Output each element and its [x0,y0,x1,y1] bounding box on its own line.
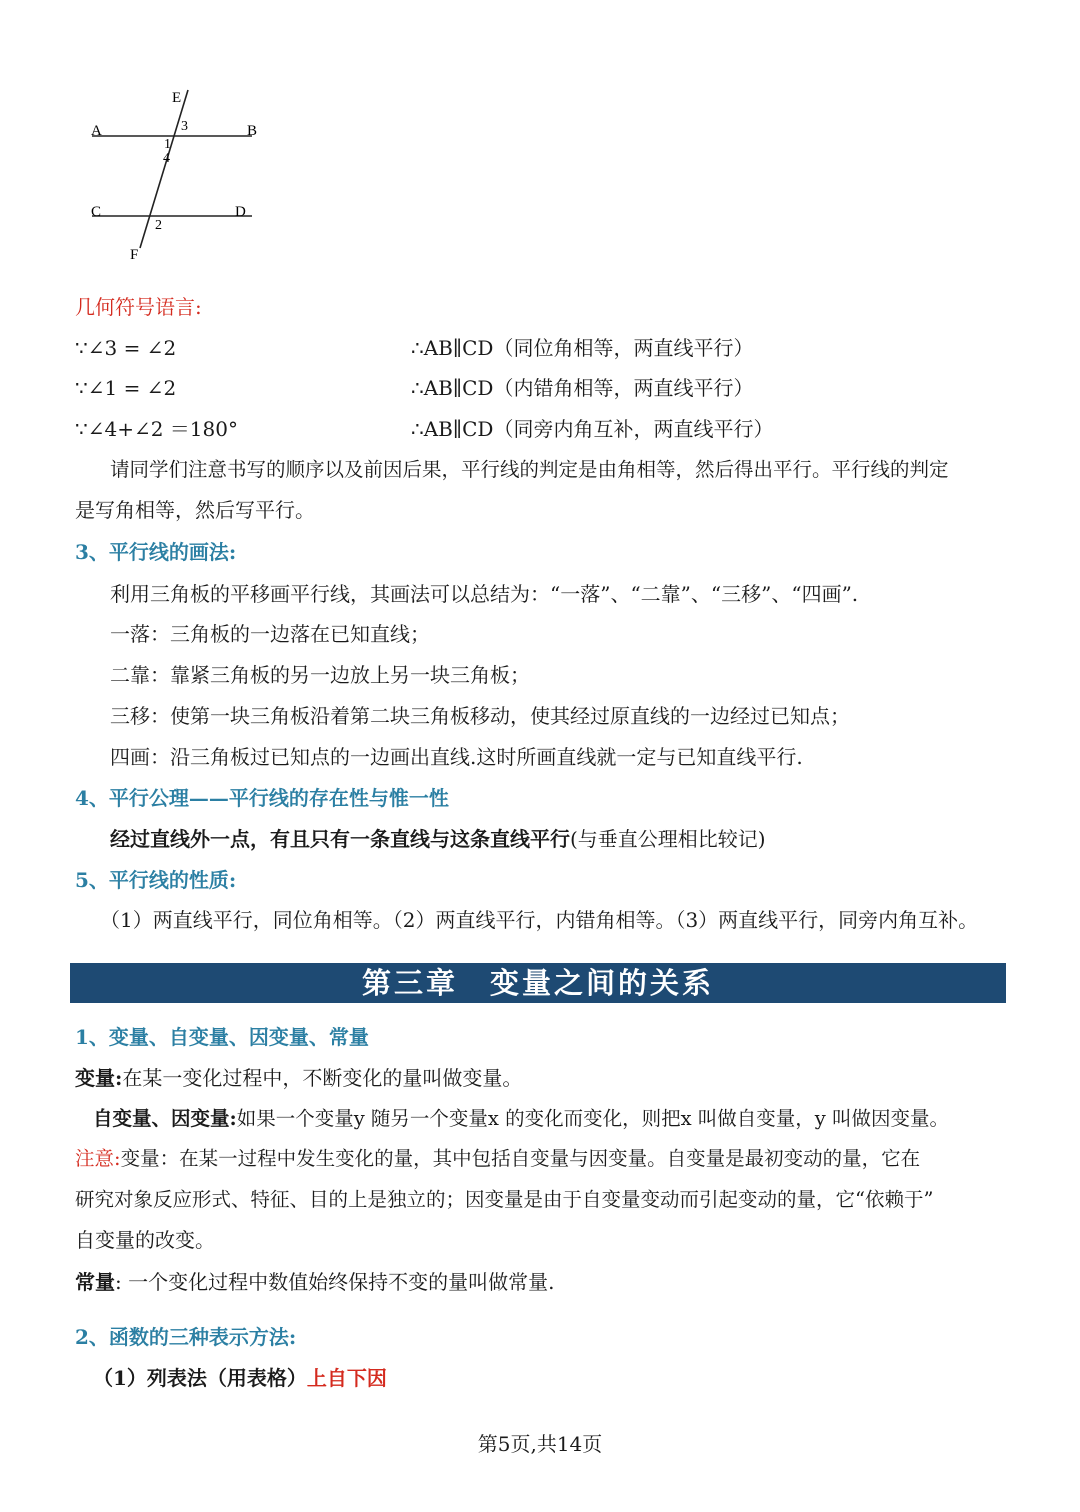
chapter-banner [70,963,1006,1003]
section-4-heading: 4、平行公理——平行线的存在性与惟一性 [75,786,449,810]
independent-dependent-definition [93,1099,949,1139]
statement-conclusion: ∴AB∥CD（同位角相等，两直线平行） [411,336,754,360]
drawing-method-intro: 利用三角板的平移画平行线，其画法可以总结为：“一落”、“二靠”、“三移”、“四画”. [110,582,859,606]
statement-given: ∵∠3 = ∠2 [75,336,177,360]
independent-dependent-label: 自变量、因变量: [93,1107,237,1130]
section-3-heading: 3、平行线的画法: [75,540,237,564]
variable-label: 变量: [75,1066,123,1090]
order-note-line-2: 是写角相等，然后写平行。 [75,498,315,522]
statement-row [75,409,1075,449]
method-1-label: （1）列表法（用表格） [93,1366,307,1390]
chapter-title: 第三章 变量之间的关系 [361,966,714,1000]
note-text-1: 变量：在某一过程中发生变化的量，其中包括自变量与因变量。自变量是最初变动的量，它在 [120,1147,921,1170]
label-a: A [91,123,102,139]
drawing-step-4: 四画：沿三角板过已知点的一边画出直线.这时所画直线就一定与已知直线平行. [110,745,803,769]
label-f: F [130,247,139,263]
variable-text: 在某一变化过程中，不断变化的量叫做变量。 [122,1066,523,1090]
order-note-line-1: 请同学们注意书写的顺序以及前因后果，平行线的判定是由角相等，然后得出平行。平行线的判定 [110,458,949,481]
note-line-1 [75,1139,920,1179]
label-b: B [247,123,258,139]
label-c: C [91,204,102,220]
note-line-3: 自变量的改变。 [75,1228,215,1252]
section-5-heading: 5、平行线的性质: [75,868,237,892]
method-1-hint: 上自下因 [306,1366,387,1390]
drawing-step-1: 一落：三角板的一边落在已知直线； [110,622,430,646]
label-3: 3 [181,119,188,134]
constant-definition [75,1262,554,1302]
constant-text: : 一个变化过程中数值始终保持不变的量叫做常量. [115,1270,555,1294]
statement-conclusion: ∴AB∥CD（同旁内角互补，两直线平行） [411,417,774,441]
ch3-section-2-heading: 2、函数的三种表示方法: [75,1325,297,1349]
label-1: 1 [164,137,171,152]
label-2: 2 [155,218,162,233]
parallel-axiom-note: (与垂直公理相比较记) [570,827,766,851]
statement-row [75,328,1075,368]
geometry-language-heading: 几何符号语言: [75,295,202,319]
statement-conclusion: ∴AB∥CD（内错角相等，两直线平行） [411,376,754,400]
drawing-step-3: 三移：使第一块三角板沿着第二块三角板移动，使其经过原直线的一边经过已知点； [110,704,850,728]
method-1 [93,1358,387,1398]
line-ef [140,90,188,248]
statement-given: ∵∠1 = ∠2 [75,376,177,400]
statement-row [75,368,1075,408]
label-e: E [172,90,182,106]
drawing-step-2: 二靠：靠紧三角板的另一边放上另一块三角板； [110,663,530,687]
label-4: 4 [163,151,170,166]
page-number: 第5页,共14页 [477,1432,603,1456]
statement-given: ∵∠4+∠2 ＝180° [75,417,238,441]
parallel-axiom [110,819,766,859]
label-d: D [235,204,246,220]
parallel-properties: （1）两直线平行，同位角相等。（2）两直线平行，内错角相等。（3）两直线平行，同旁内角互补。 [100,908,979,932]
constant-label: 常量 [75,1270,115,1294]
note-line-2: 研究对象反应形式、特征、目的上是独立的；因变量是由于自变量变动而引起变动的量，它“依赖于” [75,1188,934,1211]
variable-definition [75,1058,522,1098]
ch3-section-1-heading: 1、变量、自变量、因变量、常量 [75,1025,369,1049]
parallel-lines-figure [80,80,280,270]
parallel-axiom-statement: 经过直线外一点，有且只有一条直线与这条直线平行 [110,827,570,851]
note-label: 注意: [75,1147,121,1170]
independent-dependent-text: 如果一个变量y 随另一个变量x 的变化而变化，则把x 叫做自变量，y 叫做因变量。 [236,1107,950,1130]
